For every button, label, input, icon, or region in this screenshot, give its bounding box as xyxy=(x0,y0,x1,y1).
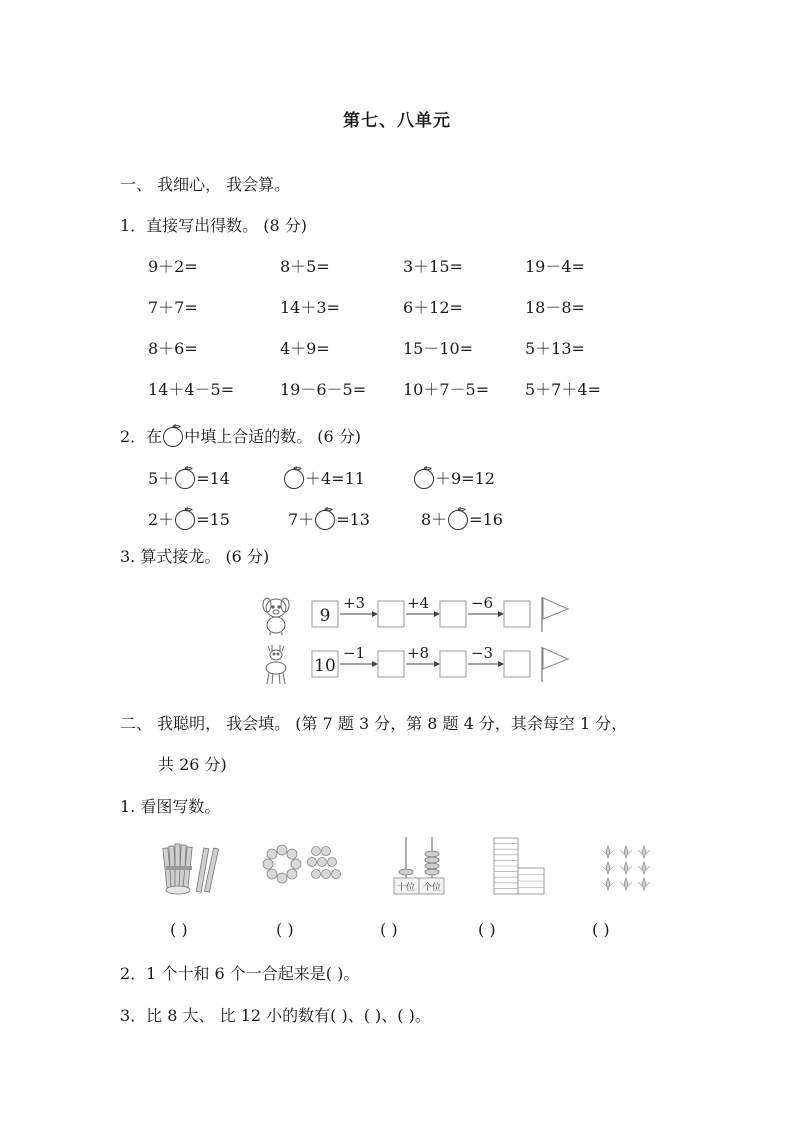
sticks-bundle-picture xyxy=(160,838,224,896)
equation: 9＋2= xyxy=(148,257,198,276)
page-title: 第七、八单元 xyxy=(343,111,451,131)
abacus-picture xyxy=(392,834,448,896)
chain-answer-box[interactable] xyxy=(440,601,466,627)
q2-label: 2．在 中填上合适的数。 (6 分) xyxy=(120,424,361,448)
chain-op: +4 xyxy=(406,594,430,612)
calc-chain-1 xyxy=(258,592,578,636)
orange-icon[interactable] xyxy=(174,466,196,490)
flag-icon xyxy=(542,597,568,632)
equation: 8＋6= xyxy=(148,339,198,358)
fill-equation: 7＋ =13 xyxy=(288,507,370,531)
chain-answer-box[interactable] xyxy=(440,651,466,677)
chain-start-value: 10 xyxy=(314,656,336,676)
section2-heading-line1: 二、 我聪明， 我会填。 (第 7 题 3 分，第 8 题 4 分，其余每空 1 分， xyxy=(120,714,628,733)
equation: 14＋3= xyxy=(280,298,340,317)
q1-label: 1．直接写出得数。 (8 分) xyxy=(120,216,308,235)
chain-op: −3 xyxy=(470,644,494,662)
s2-q1-label: 1. 看图写数。 xyxy=(120,797,221,816)
chain-op: −1 xyxy=(342,644,366,662)
chain-answer-box[interactable] xyxy=(504,601,530,627)
equation: 4＋9= xyxy=(280,339,330,358)
q3-label: 3. 算式接龙。 (6 分) xyxy=(120,547,270,566)
s2-q2-label: 2．1 个十和 6 个一合起来是( )。 xyxy=(120,964,360,983)
answer-blank[interactable]: ( ) xyxy=(380,920,398,939)
beads-picture xyxy=(262,842,346,890)
equation: 7＋7= xyxy=(148,298,198,317)
fill-equation: ＋9=12 xyxy=(413,466,495,490)
puppy-icon xyxy=(263,598,289,635)
chain-op: +3 xyxy=(342,594,366,612)
chain-op: +8 xyxy=(406,644,430,662)
orange-icon xyxy=(162,424,184,448)
equation: 10＋7－5= xyxy=(403,380,490,399)
chain-answer-box[interactable] xyxy=(378,651,404,677)
fill-equation: 5＋ =14 xyxy=(148,466,230,490)
equation: 18－8= xyxy=(525,298,585,317)
answer-blank[interactable]: ( ) xyxy=(592,920,610,939)
fill-equation: ＋4=11 xyxy=(283,466,365,490)
orange-icon[interactable] xyxy=(413,466,435,490)
s2-q3-label: 3．比 8 大、 比 12 小的数有( )、( )、( )。 xyxy=(120,1006,431,1025)
orange-icon[interactable] xyxy=(447,507,469,531)
chain-op: −6 xyxy=(470,594,494,612)
equation: 8＋5= xyxy=(280,257,330,276)
equation: 6＋12= xyxy=(403,298,463,317)
section1-heading: 一、 我细心， 我会算。 xyxy=(120,175,291,194)
chain-start-value: 9 xyxy=(319,606,331,626)
abacus-label-ones: 个位 xyxy=(422,883,442,893)
calc-chain-2 xyxy=(258,642,578,686)
blocks-picture xyxy=(492,836,548,896)
orange-icon[interactable] xyxy=(174,507,196,531)
fill-equation: 2＋ =15 xyxy=(148,507,230,531)
answer-blank[interactable]: ( ) xyxy=(276,920,294,939)
chain-answer-box[interactable] xyxy=(504,651,530,677)
equation: 14＋4－5= xyxy=(148,380,235,399)
fill-equation: 8＋ =16 xyxy=(421,507,503,531)
orange-icon[interactable] xyxy=(283,466,305,490)
chain-answer-box[interactable] xyxy=(378,601,404,627)
equation: 5＋7＋4= xyxy=(525,380,601,399)
deer-icon xyxy=(266,645,286,684)
answer-blank[interactable]: ( ) xyxy=(478,920,496,939)
flag-icon xyxy=(542,647,568,682)
sprouts-picture xyxy=(598,842,656,896)
section2-heading-line2: 共 26 分) xyxy=(158,755,227,774)
answer-blank[interactable]: ( ) xyxy=(170,920,188,939)
abacus-label-tens: 十位 xyxy=(396,883,416,893)
equation: 19－4= xyxy=(525,257,585,276)
equation: 5＋13= xyxy=(525,339,585,358)
equation: 3＋15= xyxy=(403,257,463,276)
equation: 19－6－5= xyxy=(280,380,367,399)
orange-icon[interactable] xyxy=(314,507,336,531)
equation: 15－10= xyxy=(403,339,474,358)
